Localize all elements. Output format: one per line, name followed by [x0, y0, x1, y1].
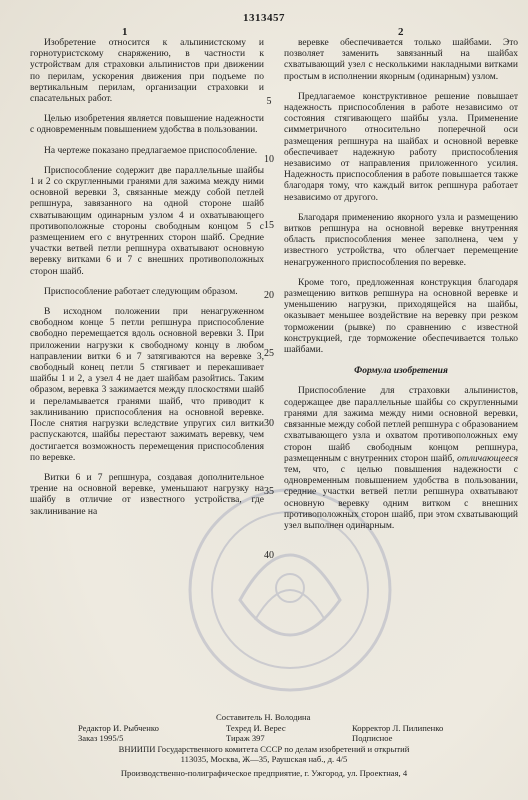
claims-text: тем, что, с целью повышения надежности с одновременным повышением удобства в пользовании, средние участки ветвей петли репшнура охватывают основную веревку одним витком с внешних противоположных сторон шайб, при этом схватывающий узел выполнен одинарным. — [284, 464, 518, 531]
line-number: 15 — [264, 220, 274, 231]
line-numbers — [258, 38, 280, 598]
paragraph: Целью изобретения является повышение надежности с одновременным повышением удобства в пользовании. — [30, 114, 264, 136]
claims-paragraph — [284, 386, 518, 532]
paragraph: В исходном положении при ненагруженном свободном конце 5 петли репшнура приспособление свободно перемещается вдоль основной веревки 3. При приложении нагрузки к свободному концу в любом направлении витки 6 и 7 затягиваются на веревке 3, свободный конец петли 5 стягивает и перекашивает шайбы 1 и 2, а узел 4 не дает шайбам разойтись. Таким образом, веревка 3 зажимается между плоскостями шайб и переламывается гранями шайб, что приводит к заклиниванию приспособления на основной веревке. После снятия нагрузки вследствие упругих сил витки распускаются, шайбы перестают зажимать веревку, чем достигается возможность перемещения приспособления по веревке. — [30, 307, 264, 463]
imprint-footer — [26, 712, 502, 779]
left-column — [30, 38, 264, 518]
line-number: 25 — [264, 348, 274, 359]
line-number: 5 — [266, 96, 272, 107]
claims-heading: Формула изобретения — [354, 366, 448, 377]
patent-number: 1313457 — [243, 12, 285, 24]
paragraph: Изобретение относится к альпинистскому и горнотуристскому снаряжению, в частности к устройствам для страховки альпинистов при движении по перилам, ускорения движения при подъеме по вертикальным перилам, организации страховки и спасательных работ. — [30, 38, 264, 105]
line-number: 35 — [264, 486, 274, 497]
paragraph: Предлагаемое конструктивное решение повышает надежность приспособления в работе независимо от состояния стягивающего шайбы узла. Применение симметричного относительно поперечной оси размещения репшнура на шайбах и основной веревке обеспечивает надежную работу приспособления независимо от направления приложенного усилия. Надежность приспособления в работе повышается также благодаря тому, что каждый виток репшнура работает независимо от другого. — [284, 91, 518, 203]
column-number-right: 2 — [398, 26, 404, 38]
paragraph: На чертеже показано предлагаемое приспособление. — [44, 145, 258, 156]
paragraph: Приспособление работает следующим образом. — [44, 286, 238, 297]
paragraph: Приспособление содержит две параллельные шайбы 1 и 2 со скругленными гранями для зажима между ними основной веревки 3, связанные между собой петлей репшнура, завязанного на одной стороне шайб схватывающим одинарным узлом 4 и охватывающего противоположные стороны свободным концом 5 с размещением его с внутренних сторон шайб. Средние участки ветвей петли репшнура охватывают основную веревку витками 6 и 7 с внешних противоположных сторон шайб. — [30, 165, 264, 277]
paragraph: Кроме того, предложенная конструкция благодаря размещению витков репшнура на основной веревке и уменьшению нагрузки, приходящейся на шайбы, оказывает меньшее воздействие на веревку при резком торможении (рывке) по сравнению с известной конструкцией, где торможение обеспечивается только шайбами. — [284, 277, 518, 356]
corrector: Корректор Л. Пилипенко — [352, 722, 444, 733]
claims-emphasis: отличающееся — [457, 453, 518, 464]
claims-text: Приспособление для страховки альпинистов, содержащее две параллельные шайбы со скругленными гранями для зажима между ними основной веревки, связанные между собой петлей репшнура с образованием схватывающего узла и охватом противоположных ему сторон шайб свободным концом репшнура, размещенным с внутренних сторон шайб, — [284, 386, 518, 464]
address: 113035, Москва, Ж—35, Раушская наб., д. 4/5 — [180, 754, 348, 765]
line-number: 20 — [264, 290, 274, 301]
editor: Редактор И. Рыбченко — [78, 722, 159, 733]
paragraph: Благодаря применению якорного узла и размещению витков репшнура на основной веревке внутренняя область приспособления менее заполнена, чем у известного устройства, что облегчает перемещение ненагруженного приспособления по веревке. — [284, 212, 518, 268]
paragraph: Витки 6 и 7 репшнура, создавая дополнительное трение на основной веревке, уменьшают нагрузку на шайбу в отличие от известного устройства, где заклинивание на — [30, 472, 264, 517]
printer: Производственно-полиграфическое предприятие, г. Ужгород, ул. Проектная, 4 — [120, 767, 408, 778]
composer: Составитель Н. Володина — [216, 712, 311, 722]
subscription: Подписное — [352, 733, 393, 744]
techred: Техред И. Верес — [226, 722, 286, 733]
institute: ВНИИПИ Государственного комитета СССР по делам изобретений и открытий — [118, 743, 410, 754]
right-column — [284, 38, 518, 532]
line-number: 30 — [264, 418, 274, 429]
print-run: Тираж 397 — [226, 733, 265, 744]
column-number-left: 1 — [122, 26, 128, 38]
order-number: Заказ 1995/5 — [78, 733, 124, 744]
line-number: 40 — [264, 550, 274, 561]
paragraph: веревке обеспечивается только шайбами. Это позволяет заменить завязанный на шайбах схватывающий узел с несколькими накладными витками простым в исполнении якорным (одинарным) узлом. — [284, 38, 518, 82]
line-number: 10 — [264, 154, 274, 165]
